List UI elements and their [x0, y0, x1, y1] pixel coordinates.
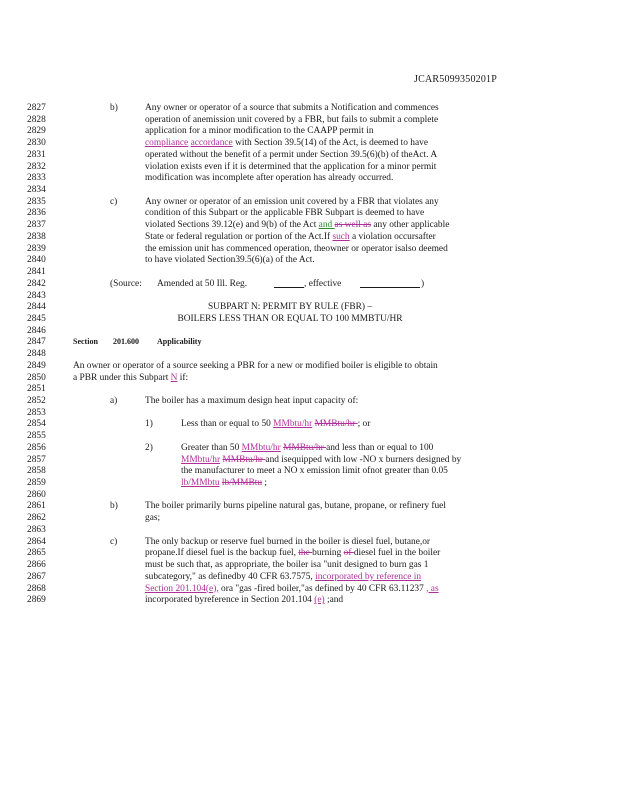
line-number: 2843 — [27, 290, 46, 301]
text-segment: any other applicable — [371, 220, 450, 231]
document-line — [0, 500, 618, 512]
text-segment: ; — [262, 478, 267, 489]
line-text — [145, 571, 421, 583]
line-number: 2835 — [27, 196, 46, 207]
document-line — [0, 325, 618, 337]
document-line — [0, 547, 618, 559]
document-line — [0, 430, 618, 442]
deleted-text: the — [298, 548, 313, 559]
text-segment: gas; — [145, 513, 161, 524]
document-line — [0, 172, 618, 184]
text-segment: the manufacturer to meet a NO x emission limit ofnot greater than 0.05 — [181, 466, 448, 477]
document-line — [0, 125, 618, 137]
text-segment: condition of this Subpart or the applicable FBR Subpart is deemed to have — [145, 208, 425, 219]
text-segment: a violation occursafter — [349, 231, 436, 242]
line-text — [145, 536, 430, 548]
line-text — [145, 512, 160, 524]
line-text — [181, 442, 433, 454]
line-number: 2858 — [27, 466, 46, 477]
line-text — [73, 372, 188, 384]
line-number: 2846 — [27, 325, 46, 336]
line-text — [145, 196, 439, 208]
text-segment: operated without the benefit of a permit under Section 39.5(6)(b) of theAct. A — [145, 149, 438, 160]
line-number: 2840 — [27, 255, 46, 266]
document-line — [0, 254, 618, 266]
inserted-text: and — [318, 220, 335, 231]
subitem-label: 1) — [145, 419, 153, 430]
line-number: 2855 — [27, 431, 46, 442]
line-number: 2839 — [27, 243, 46, 254]
inserted-text: MMbtu/hr — [181, 454, 221, 465]
line-number: 2854 — [27, 419, 46, 430]
line-number: 2856 — [27, 442, 46, 453]
document-line — [0, 571, 618, 583]
line-number: 2833 — [27, 173, 46, 184]
inserted-text: MMbtu/hr — [273, 419, 313, 430]
document-line — [0, 313, 618, 325]
inserted-text: , as — [426, 583, 439, 594]
line-number: 2845 — [27, 313, 46, 324]
line-number: 2853 — [27, 407, 46, 418]
line-text — [145, 219, 449, 231]
line-text — [145, 137, 428, 149]
document-line — [0, 583, 618, 595]
text-segment: incorporated byreference in Section 201.104 — [145, 595, 315, 606]
inserted-text: such — [332, 231, 350, 242]
text-segment: violated Sections 39.12(e) and 9(b) of the Act — [145, 220, 319, 231]
document-line — [0, 407, 618, 419]
deleted-text: as well as — [334, 220, 371, 231]
document-line — [0, 207, 618, 219]
source-effective: , effective — [304, 278, 342, 289]
text-segment: and less than or equal to 100 — [326, 442, 434, 453]
line-text — [73, 360, 438, 372]
section-title: Applicability — [157, 337, 202, 347]
deleted-text: MMBtu/hr — [314, 419, 358, 430]
document-line — [0, 512, 618, 524]
document-line — [0, 161, 618, 173]
line-text — [145, 207, 424, 219]
line-text — [181, 477, 267, 489]
text-segment: to have violated Section39.5(6)(a) of the Act. — [145, 255, 315, 266]
inserted-text: Section 201.104(e), — [145, 583, 219, 594]
line-number: 2827 — [27, 103, 46, 113]
line-number: 2837 — [27, 220, 46, 231]
text-segment: The boiler has a maximum design heat input capacity of: — [145, 396, 359, 406]
inserted-text: MMbtu/hr — [241, 442, 281, 453]
line-text — [145, 559, 428, 571]
line-text — [145, 500, 446, 512]
item-label: a) — [110, 396, 118, 406]
line-number: 2857 — [27, 454, 46, 465]
document-line — [0, 196, 618, 208]
document-line — [0, 360, 618, 372]
line-number: 2829 — [27, 126, 46, 137]
text-segment: modification was incomplete after operation has already occurred. — [145, 173, 394, 184]
line-number: 2860 — [27, 489, 46, 500]
text-segment: subcategory," as definedby 40 CFR 63.7575, — [145, 571, 316, 582]
deleted-text: of — [343, 548, 354, 559]
line-number: 2852 — [27, 396, 46, 406]
line-text — [145, 231, 436, 243]
line-number: 2867 — [27, 571, 46, 582]
line-number: 2851 — [27, 384, 46, 395]
line-number: 2866 — [27, 560, 46, 571]
line-text — [145, 114, 438, 126]
line-text — [145, 254, 315, 266]
line-number: 2862 — [27, 513, 46, 524]
text-segment: Less than or equal to 50 — [181, 419, 274, 430]
line-number: 2844 — [27, 302, 46, 313]
text-segment: the emission unit has commenced operation, theowner or operator isalso deemed — [145, 243, 448, 254]
inserted-text: N — [170, 372, 178, 383]
line-text — [145, 102, 439, 114]
document-line — [0, 594, 618, 606]
line-text — [145, 594, 343, 606]
subitem-label: 2) — [145, 442, 153, 453]
document-line — [0, 489, 618, 501]
document-line — [0, 278, 618, 290]
text-segment: must be such that, as appropriate, the boiler isa "unit designed to burn gas 1 — [145, 560, 429, 571]
line-number: 2849 — [27, 360, 46, 371]
line-number: 2841 — [27, 267, 46, 278]
document-line — [0, 114, 618, 126]
effective-date-blank — [360, 278, 420, 288]
document-line — [0, 219, 618, 231]
source-amended: Amended at 50 Ill. Reg. — [157, 278, 248, 289]
text-segment: operation of anemission unit covered by a FBR, but fails to submit a complete — [145, 114, 439, 125]
line-number: 2838 — [27, 231, 46, 242]
inserted-text: lb/MMbtu — [181, 478, 220, 489]
item-label: b) — [110, 501, 118, 512]
line-number: 2865 — [27, 548, 46, 559]
document-line — [0, 465, 618, 477]
source-label: (Source: — [110, 278, 142, 289]
document-line — [0, 348, 618, 360]
subpart-title: BOILERS LESS THAN OR EQUAL TO 100 MMBTU/HR — [177, 313, 403, 324]
line-text — [145, 243, 448, 255]
document-line — [0, 383, 618, 395]
line-number: 2832 — [27, 161, 46, 172]
document-line — [0, 524, 618, 536]
line-number: 2859 — [27, 478, 46, 489]
text-segment: The boiler primarily burns pipeline natural gas, butane, propane, or refinery fuel — [145, 501, 446, 512]
document-line — [0, 559, 618, 571]
line-text — [145, 125, 374, 137]
inserted-text: accordance — [190, 138, 233, 149]
document-line — [0, 290, 618, 302]
inserted-text: incorporated by reference in — [315, 571, 422, 582]
line-text — [145, 161, 436, 173]
document-line — [0, 243, 618, 255]
text-segment: State or federal regulation or portion of the Act.If — [145, 231, 333, 242]
line-number: 2864 — [27, 536, 46, 547]
text-segment: diesel fuel in the boiler — [353, 548, 441, 559]
document-line — [0, 301, 618, 313]
document-line — [0, 231, 618, 243]
text-segment: Any owner or operator of a source that submits a Notification and commences — [145, 103, 439, 113]
text-segment: Any owner or operator of an emission unit covered by a FBR that violates any — [145, 196, 439, 207]
text-segment: application for a minor modification to the CAAPP permit in — [145, 126, 374, 137]
line-text — [145, 547, 440, 559]
source-close: ) — [421, 278, 425, 289]
document-line — [0, 149, 618, 161]
section-number: 201.600 — [113, 337, 139, 347]
inserted-text: (e) — [314, 595, 325, 606]
text-segment: An owner or operator of a source seeking a PBR for a new or modified boiler is eligible to obtain — [73, 360, 438, 371]
text-segment: ; or — [357, 419, 371, 430]
line-number: 2861 — [27, 501, 46, 512]
line-number: 2828 — [27, 114, 46, 125]
document-line — [0, 266, 618, 278]
line-number: 2830 — [27, 138, 46, 149]
line-text — [145, 583, 439, 595]
inserted-text: compliance — [145, 138, 189, 149]
deleted-text: MMBtu/hr — [222, 454, 266, 465]
document-line — [0, 442, 618, 454]
text-segment: with Section 39.5(14) of the Act, is deemed to have — [232, 138, 428, 149]
document-line — [0, 336, 618, 348]
text-segment: if: — [177, 372, 189, 383]
text-segment: ;and — [324, 595, 344, 606]
text-segment: propane.If diesel fuel is the backup fuel, — [145, 548, 299, 559]
text-segment: The only backup or reserve fuel burned in the boiler is diesel fuel, butane,or — [145, 536, 431, 547]
text-segment: Greater than 50 — [181, 442, 242, 453]
line-number: 2868 — [27, 583, 46, 594]
line-number: 2836 — [27, 208, 46, 219]
document-line — [0, 418, 618, 430]
subpart-title: SUBPART N: PERMIT BY RULE (FBR) – — [207, 302, 373, 313]
document-line — [0, 137, 618, 149]
line-text — [145, 149, 437, 161]
document-line — [0, 536, 618, 548]
line-number: 2848 — [27, 349, 46, 360]
line-number: 2834 — [27, 185, 46, 196]
deleted-text: MMBtu/hr — [283, 442, 327, 453]
text-segment: violation exists even if it is determined that the application for a minor permit — [145, 161, 437, 172]
item-label: c) — [110, 196, 118, 207]
line-text — [181, 418, 370, 430]
line-number: 2831 — [27, 149, 46, 160]
document-line — [0, 395, 618, 407]
document-line — [0, 102, 618, 114]
document-line — [0, 372, 618, 384]
register-blank — [274, 278, 304, 288]
line-text — [181, 454, 461, 466]
line-number: 2869 — [27, 595, 46, 606]
item-label: c) — [110, 536, 118, 547]
line-number: 2842 — [27, 278, 46, 289]
document-line — [0, 184, 618, 196]
section-label: Section — [73, 337, 98, 347]
deleted-text: lb/MMBtu — [221, 478, 263, 489]
line-text — [181, 465, 448, 477]
document-line — [0, 454, 618, 466]
text-segment: a PBR under this Subpart — [73, 372, 171, 383]
text-segment: ora "gas -fired boiler,"as defined by 40 CFR 63.11237 — [218, 583, 427, 594]
line-number: 2847 — [27, 337, 46, 348]
line-number: 2850 — [27, 372, 46, 383]
document-line — [0, 477, 618, 489]
item-label: b) — [110, 103, 118, 113]
document-id: JCAR5099350201P — [414, 74, 498, 85]
text-segment: and isequipped with low -NO x burners designed by — [265, 454, 462, 465]
text-segment: burning — [312, 548, 344, 559]
line-text — [145, 395, 358, 407]
line-text — [145, 172, 393, 184]
line-number: 2863 — [27, 524, 46, 535]
